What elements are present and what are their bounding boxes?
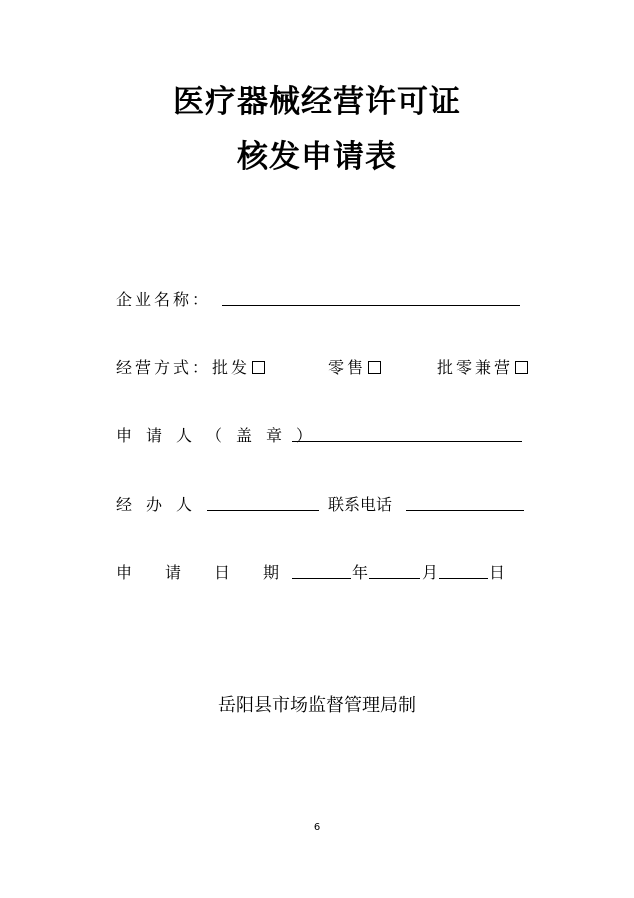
year-field[interactable] — [292, 578, 351, 579]
apply-date-label: 申请日期 — [116, 563, 313, 582]
applicant-field[interactable] — [292, 441, 522, 442]
phone-field[interactable] — [406, 510, 524, 511]
day-field[interactable] — [439, 578, 488, 579]
option-both-label: 批零兼营 — [437, 358, 514, 377]
company-label: 企业名称： — [116, 290, 212, 309]
applicant-label: 申请人（盖章） — [116, 426, 327, 445]
option-wholesale[interactable] — [212, 357, 265, 379]
day-unit: 日 — [489, 563, 506, 582]
company-name-field[interactable] — [222, 305, 520, 306]
form-title-line1: 医疗器械经营许可证 — [173, 84, 461, 120]
year-unit: 年 — [352, 563, 369, 582]
handler-field[interactable] — [207, 510, 319, 511]
option-retail[interactable] — [328, 357, 381, 379]
retail-checkbox[interactable] — [368, 361, 381, 374]
month-unit: 月 — [422, 563, 439, 582]
form-title-line2: 核发申请表 — [237, 139, 397, 175]
wholesale-checkbox[interactable] — [252, 361, 265, 374]
phone-label: 联系电话 — [328, 495, 393, 514]
issuing-authority: 岳阳县市场监督管理局制 — [218, 695, 416, 716]
business-mode-label: 经营方式： — [116, 358, 212, 377]
option-both[interactable] — [437, 357, 528, 379]
option-retail-label: 零售 — [328, 358, 367, 377]
handler-label: 经办人 — [116, 495, 207, 514]
month-field[interactable] — [369, 578, 420, 579]
option-wholesale-label: 批发 — [212, 358, 251, 377]
both-checkbox[interactable] — [515, 361, 528, 374]
page-number: 6 — [313, 822, 321, 833]
